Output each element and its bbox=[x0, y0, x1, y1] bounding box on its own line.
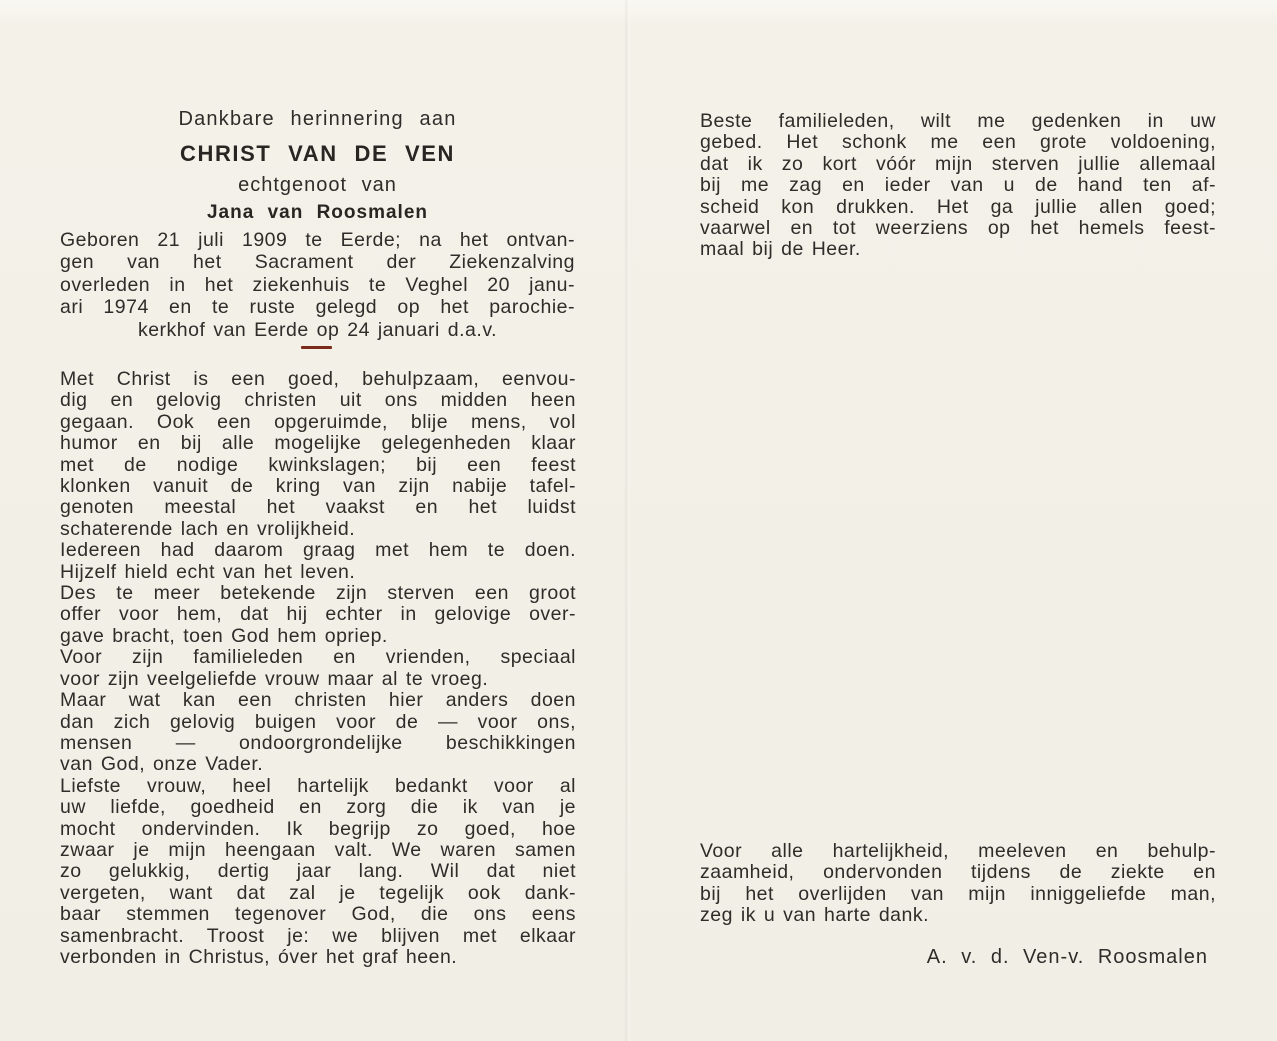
text-line: baar stemmen tegenover God, die ons eens bbox=[60, 903, 576, 926]
farewell-text bbox=[700, 111, 1216, 261]
text-line: met de nodige kwinkslagen; bij een feest bbox=[60, 453, 576, 476]
text-line: Voor alle hartelijkheid, meeleven en behulp- bbox=[700, 840, 1216, 862]
text-line: van God, onze Vader. bbox=[60, 753, 264, 776]
text-line: Beste familieleden, wilt me gedenken in uw bbox=[700, 110, 1216, 132]
text-line: zeg ik u van harte dank. bbox=[700, 904, 930, 927]
text-line: scheid kon drukken. Het ga jullie allen goed; bbox=[700, 195, 1216, 218]
text-line: gave bracht, toen God hem opriep. bbox=[60, 624, 388, 647]
thanks-text bbox=[700, 841, 1216, 927]
paragraph bbox=[60, 369, 576, 540]
spouse-name: Jana van Roosmalen bbox=[206, 202, 429, 223]
text-line: mocht ondervinden. Ik begrijp zo goed, hoe bbox=[60, 817, 576, 840]
signature: A. v. d. Ven-v. Roosmalen bbox=[926, 946, 1208, 968]
text-line: Geboren 21 juli 1909 te Eerde; na het ontvan- bbox=[60, 229, 575, 251]
text-line: ari 1974 en te ruste gelegd op het parochie- bbox=[60, 296, 575, 319]
text-line: humor en bij alle mogelijke gelegenheden klaar bbox=[60, 432, 576, 455]
text-line: Voor zijn familieleden en vrienden, speciaal bbox=[60, 646, 576, 669]
text-line: bij het overlijden van mijn inniggeliefde man, bbox=[700, 882, 1216, 905]
text-line: gegaan. Ook een opgeruimde, blije mens, vol bbox=[60, 410, 576, 433]
relation-line: echtgenoot van bbox=[238, 174, 397, 196]
text-line: bij me zag en ieder van u de hand ten af- bbox=[700, 174, 1216, 197]
text-line: kerkhof van Eerde op 24 januari d.a.v. bbox=[137, 318, 498, 341]
text-line: overleden in het ziekenhuis te Veghel 20 janu- bbox=[60, 273, 575, 296]
text-line: Met Christ is een goed, behulpzaam, eenvou- bbox=[60, 368, 576, 390]
section-divider bbox=[301, 346, 332, 349]
intro-line: Dankbare herinnering aan bbox=[178, 108, 457, 130]
text-line: gen van het Sacrament der Ziekenzalving bbox=[60, 251, 575, 274]
text-line: Maar wat kan een christen hier anders doen bbox=[60, 689, 576, 712]
text-line: uw liefde, goedheid en zorg die ik van je bbox=[60, 796, 576, 819]
text-line: Hijzelf hield echt van het leven. bbox=[60, 560, 356, 583]
text-line: samenbracht. Troost je: we blijven met elkaar bbox=[60, 924, 576, 947]
text-line: dig en gelovig christen uit ons midden heen bbox=[60, 389, 576, 412]
deceased-name: CHRIST VAN DE VEN bbox=[179, 141, 456, 166]
text-line: voor zijn veelgeliefde vrouw maar al te vroeg. bbox=[60, 667, 489, 690]
text-line: dat ik zo kort vóór mijn sterven jullie allemaal bbox=[700, 152, 1216, 175]
card-fold-line bbox=[624, 0, 630, 1041]
text-line: genoten meestal het vaakst en het luidst bbox=[60, 496, 576, 519]
text-line: Iedereen had daarom graag met hem te doen. bbox=[60, 539, 576, 562]
text-line: zwaar je mijn heengaan valt. We waren samen bbox=[60, 838, 576, 861]
paragraph bbox=[60, 583, 576, 647]
text-line: verbonden in Christus, óver het graf heen. bbox=[60, 945, 458, 968]
text-line: Des te meer betekende zijn sterven een groot bbox=[60, 582, 576, 605]
text-line: zo gelukkig, dertig jaar lang. Wil dat niet bbox=[60, 860, 576, 883]
text-line: schaterende lach en vrolijkheid. bbox=[60, 517, 356, 540]
text-line: dan zich gelovig buigen voor de — voor ons, bbox=[60, 710, 576, 733]
text-line: klonken vanuit de kring van zijn nabije tafel- bbox=[60, 475, 576, 498]
obituary-text bbox=[60, 369, 576, 968]
text-line: Liefste vrouw, heel hartelijk bedankt voor al bbox=[60, 774, 576, 797]
paragraph bbox=[60, 690, 576, 776]
paragraph bbox=[60, 776, 576, 969]
text-line: zaamheid, ondervonden tijdens de ziekte en bbox=[700, 861, 1216, 884]
text-line: vaarwel en tot weerziens op het hemels feest- bbox=[700, 217, 1216, 240]
vitals-block bbox=[60, 229, 575, 341]
text-line: gebed. Het schonk me een grote voldoening, bbox=[700, 131, 1216, 154]
text-line: mensen — ondoorgrondelijke beschikkingen bbox=[60, 731, 576, 754]
paragraph bbox=[60, 647, 576, 690]
text-line: offer voor hem, dat hij echter in gelovige over- bbox=[60, 603, 576, 626]
paragraph bbox=[60, 540, 576, 583]
text-line: maal bij de Heer. bbox=[700, 238, 861, 261]
text-line: vergeten, want dat zal je tegelijk ook dank- bbox=[60, 881, 576, 904]
